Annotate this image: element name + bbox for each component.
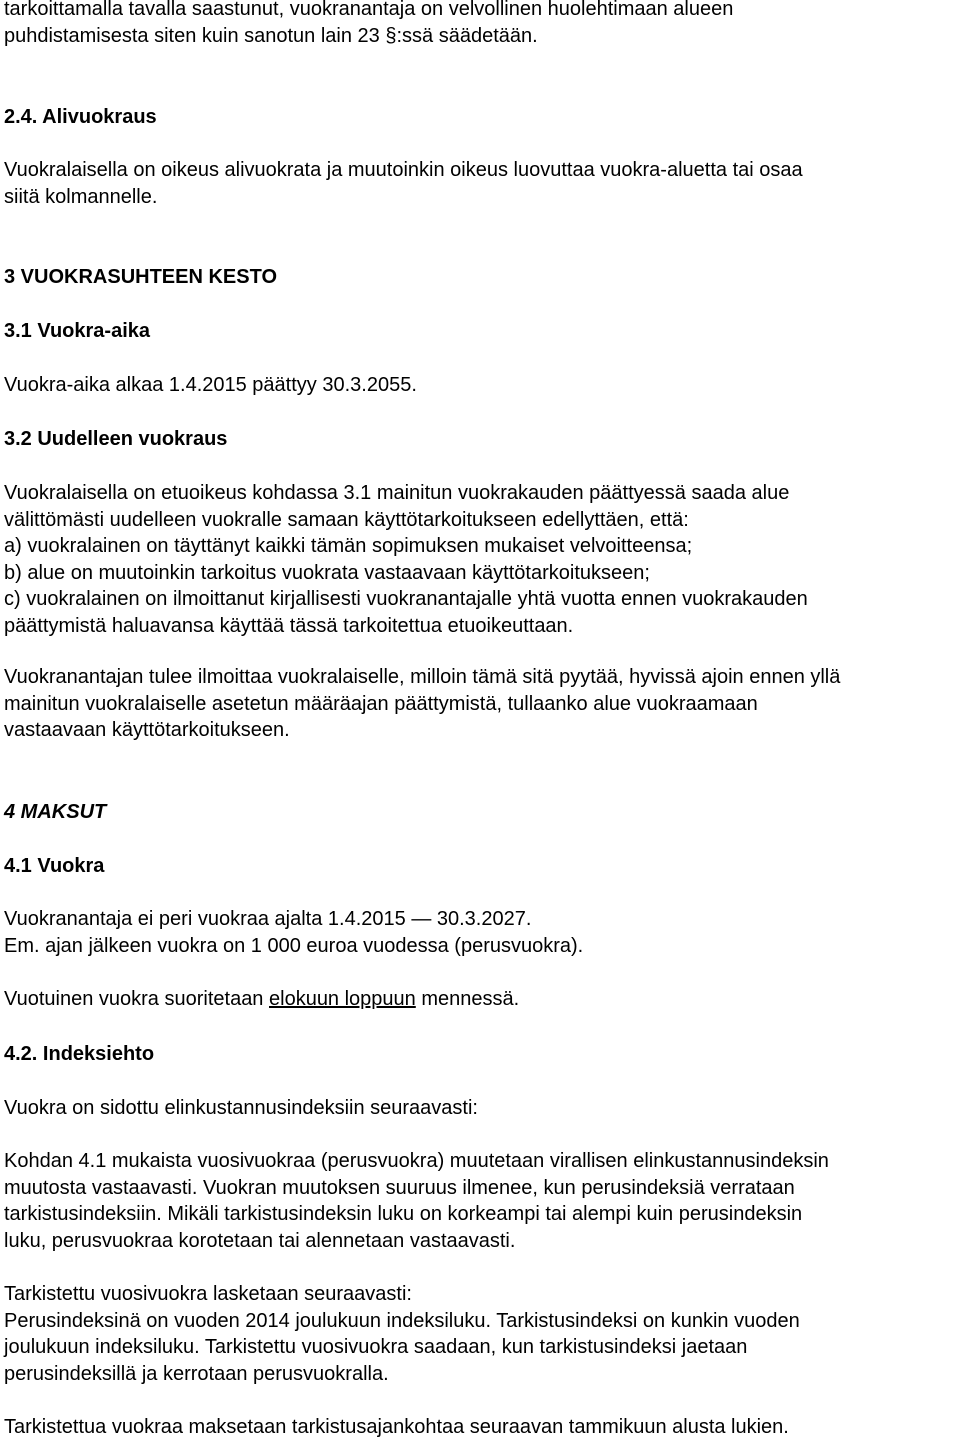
text-line: muutosta vastaavasti. Vuokran muutoksen suuruus ilmenee, kun perusindeksiä verrataan <box>4 1176 795 1199</box>
text-line: tarkistusindeksiin. Mikäli tarkistusindeksin luku on korkeampi tai alempi kuin perusindeksin <box>4 1203 803 1225</box>
heading-3: 3 VUOKRASUHTEEN KESTO <box>4 266 278 288</box>
text-line: päättymistä haluavansa käyttää tässä tarkoitettua etuoikeuttaan. <box>4 614 574 637</box>
index-paragraph-2 <box>4 1281 800 1387</box>
payment-deadline-underlined: elokuun loppuun <box>269 988 416 1010</box>
text-line: Vuokralaisella on oikeus alivuokrata ja muutoinkin oikeus luovuttaa vuokra-aluetta tai osaa <box>4 159 803 181</box>
text-line: mainitun vuokralaiselle asetetun määräajan päättymistä, tullaanko alue vuokraamaan <box>4 692 758 715</box>
text-line: joulukuun indeksiluku. Tarkistettu vuosivuokra saadaan, kun tarkistusindeksi jaetaan <box>4 1336 748 1358</box>
text-line: Vuokralaisella on etuoikeus kohdassa 3.1 mainitun vuokrakauden päättyessä saada alue <box>4 482 790 504</box>
text-line: b) alue on muutoinkin tarkoitus vuokrata vastaavaan käyttötarkoitukseen; <box>4 561 650 584</box>
heading-4: 4 MAKSUT <box>4 801 107 823</box>
text-line: siitä kolmannelle. <box>4 185 158 208</box>
payment-text-after: mennessä. <box>415 988 520 1010</box>
index-intro: Vuokra on sidottu elinkustannusindeksiin seuraavasti: <box>4 1097 478 1119</box>
index-paragraph-1 <box>4 1148 829 1254</box>
text-line: perusindeksillä ja kerrotaan perusvuokralla. <box>4 1362 389 1385</box>
rent-paragraph <box>4 906 583 959</box>
payment-text-before: Vuotuinen vuokra suoritetaan <box>4 988 269 1010</box>
heading-3-2: 3.2 Uudelleen vuokraus <box>4 428 228 450</box>
lease-term-text: Vuokra-aika alkaa 1.4.2015 päättyy 30.3.2055. <box>4 374 417 396</box>
payment-paragraph <box>4 986 519 1013</box>
text-line: Perusindeksinä on vuoden 2014 joulukuun indeksiluku. Tarkistusindeksi on kunkin vuoden <box>4 1309 800 1332</box>
index-final-paragraph: Tarkistettua vuokraa maksetaan tarkistusajankohtaa seuraavan tammikuun alusta lukien. <box>4 1416 789 1438</box>
text-line: Em. ajan jälkeen vuokra on 1 000 euroa vuodessa (perusvuokra). <box>4 934 584 957</box>
text-line: a) vuokralainen on täyttänyt kaikki tämän sopimuksen mukaiset velvoitteensa; <box>4 535 693 557</box>
intro-paragraph <box>4 0 733 49</box>
heading-4-2: 4.2. Indeksiehto <box>4 1043 155 1065</box>
text-line: Vuokranantaja ei peri vuokraa ajalta 1.4.2015 — 30.3.2027. <box>4 908 532 930</box>
text-line: vastaavaan käyttötarkoitukseen. <box>4 719 290 741</box>
text-line: Tarkistettu vuosivuokra lasketaan seuraavasti: <box>4 1283 412 1305</box>
text-line: Kohdan 4.1 mukaista vuosivuokraa (perusvuokra) muutetaan virallisen elinkustannusindeksin <box>4 1150 829 1172</box>
text-line: puhdistamisesta siten kuin sanotun lain 23 §:ssä säädetään. <box>4 24 538 47</box>
text-line: tarkoittamalla tavalla saastunut, vuokranantaja on velvollinen huolehtimaan alueen <box>4 0 734 20</box>
text-line: välittömästi uudelleen vuokralle samaan käyttötarkoitukseen edellyttäen, että: <box>4 508 689 531</box>
heading-4-1: 4.1 Vuokra <box>4 855 105 877</box>
text-line: luku, perusvuokraa korotetaan tai alennetaan vastaavasti. <box>4 1229 516 1252</box>
heading-2-4: 2.4. Alivuokraus <box>4 106 157 128</box>
text-line: Vuokranantajan tulee ilmoittaa vuokralaiselle, milloin tämä sitä pyytää, hyvissä ajoin ennen yllä <box>4 666 841 688</box>
heading-3-1: 3.1 Vuokra-aika <box>4 320 151 342</box>
text-line: c) vuokralainen on ilmoittanut kirjallisesti vuokranantajalle yhtä vuotta ennen vuokrakauden <box>4 588 808 610</box>
sublease-paragraph <box>4 157 803 210</box>
renewal-paragraph <box>4 480 808 639</box>
renewal-notice-paragraph <box>4 664 840 744</box>
